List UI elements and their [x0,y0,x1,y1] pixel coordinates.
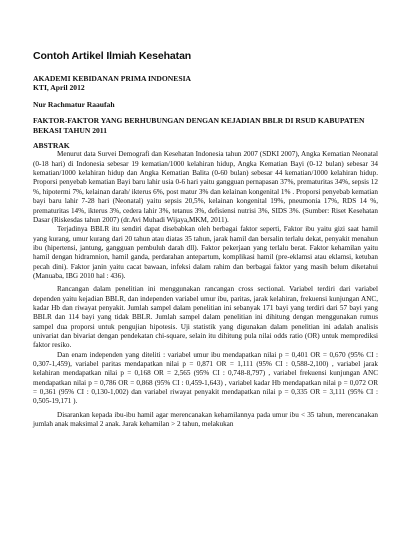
abstract-paragraph-2: Terjadinya BBLR itu sendiri dapat disebabkan oleh berbagai faktor seperti, Faktor ibu yaitu gizi saat hamil yang kurang, umur kurang dari 20 tahun atau diatas 35 tahun, jarak hamil dan bersalin terlalu dekat, penyakit menahun ibu (hipertensi, jantung, gangguan pembuluh darah dll). Faktor pekerjaan yang terlalu berat. Faktor kehamilan yaitu hamil dengan hidramnion, hamil ganda, perdarahan antepartum, komplikasi hamil (pre-eklamsi atau eklamsi, ketuban pecah dini). Faktor janin yaitu cacat bawaan, infeksi dalam rahim dan berbagai faktor yang masih belum diketahui (Manuaba, IBG 2010 hal : 436). [33,225,378,280]
author-name: Nur Rachmatur Raaufah [33,99,115,109]
site-title: Contoh Artikel Ilmiah Kesehatan [33,50,192,62]
article-title: FAKTOR-FAKTOR YANG BERHUBUNGAN DENGAN KEJADIAN BBLR DI RSUD KABUPATEN BEKASI TAHUN 2011 [33,116,365,135]
abstract-paragraph-4: Dan enam independen yang diteliti : variabel umur ibu mendapatkan nilai p = 0,401 OR = 0,670 (95% CI : 0,307-1,459), variabel paritas mendapatkan nilai p = 0,871 OR = 1,111 (95% CI : 0,588-2,100) , variabel jarak kelahiran mendapatkan nilai p = 0,168 OR = 2,565 (95% CI : 0,748-8,797) , variabel frekuensi kunjungan ANC mendapatkan nilai p = 0,786 OR = 0,868 (95% CI : 0,459-1,643) , variabel kadar Hb mendapatkan nilai p = 0,072 OR = 0,361 (95% CI : 0,130-1,002) dan variabel riwayat penyakit mendapatkan nilai p = 0,335 OR = 3,111 (95% CI : 0,505-19,171 ). [33,350,378,406]
issue-info: KTI, April 2012 [33,83,85,93]
abstract-paragraph-1: Menurut data Survei Demografi dan Kesehatan Indonesia tahun 2007 (SDKI 2007), Angka Kematian Neonatal (0-18 hari) di Indonesia sebesar 19 kematian/1000 kelahiran hidup, Angka Kematian Bayi (0-12 bulan) sebesar 34 kematian/1000 kelahiran hidup dan Angka Kematian Balita (0-60 bulan) sebesar 44 kematian/1000 kelahiran hidup. Proporsi penyebab kematian Bayi baru lahir usia 0-6 hari yaitu gangguan pernapasan 37%, prematuritas 34%, sepsis 12 %, hipotermi 7%, kelainan darah/ ikterus 6%, post matur 3% dan kelainan kongenital 1% . Proporsi penyebab kematian bayi baru lahir 7-28 hari (Neonatal) yaitu sepsis 20,5%, kelainan kongenital 19%, pneumonia 17%, RDS 14 %, prematuritas 14%, ikterus 3%, cedera lahir 3%, tetanus 3%, defisiensi nutrisi 3%, SIDS 3%. (Sumber: Riset Kesehatan Dasar (Riskesdas tahun 2007) (dr.Avi Muhadi Wijaya,MKM, 2011). [33,150,378,224]
abstract-paragraph-3: Rancangan dalam penelitian ini menggunakan rancangan cross sectional. Variabel terdiri dari variabel dependen yaitu kejadian BBLR, dan independen variabel umur ibu, paritas, jarak kelahiran, frekuensi kunjungan ANC, kadar Hb dan riwayat penyakit. Jumlah sampel dalam penelitian ini sebanyak 171 bayi yang terdiri dari 57 bayi yang BBLR dan 114 bayi yang tidak BBLR. Jumlah sampel dalam penelitian ini dihitung dengan menggunakan rumus sampel dua proporsi untuk pengujian hipotesis. Uji statistik yang digunakan dalam penelitian ini adalah analisis univariat dan bivariat dengan pendekatan chi-square, selain itu dihitung pula nilai odds ratio (OR) untuk memprediksi faktor resiko. [33,285,378,350]
abstract-heading: ABSTRAK [33,141,70,151]
abstract-paragraph-5: Disarankan kepada ibu-ibu hamil agar merencanakan kehamilannya pada umur ibu < 35 tahun, merencanakan jumlah anak maksimal 2 anak. Jarak kehamilan > 2 tahun, melakukan [33,410,378,429]
institution-name: AKADEMI KEBIDANAN PRIMA INDONESIA [33,74,192,83]
